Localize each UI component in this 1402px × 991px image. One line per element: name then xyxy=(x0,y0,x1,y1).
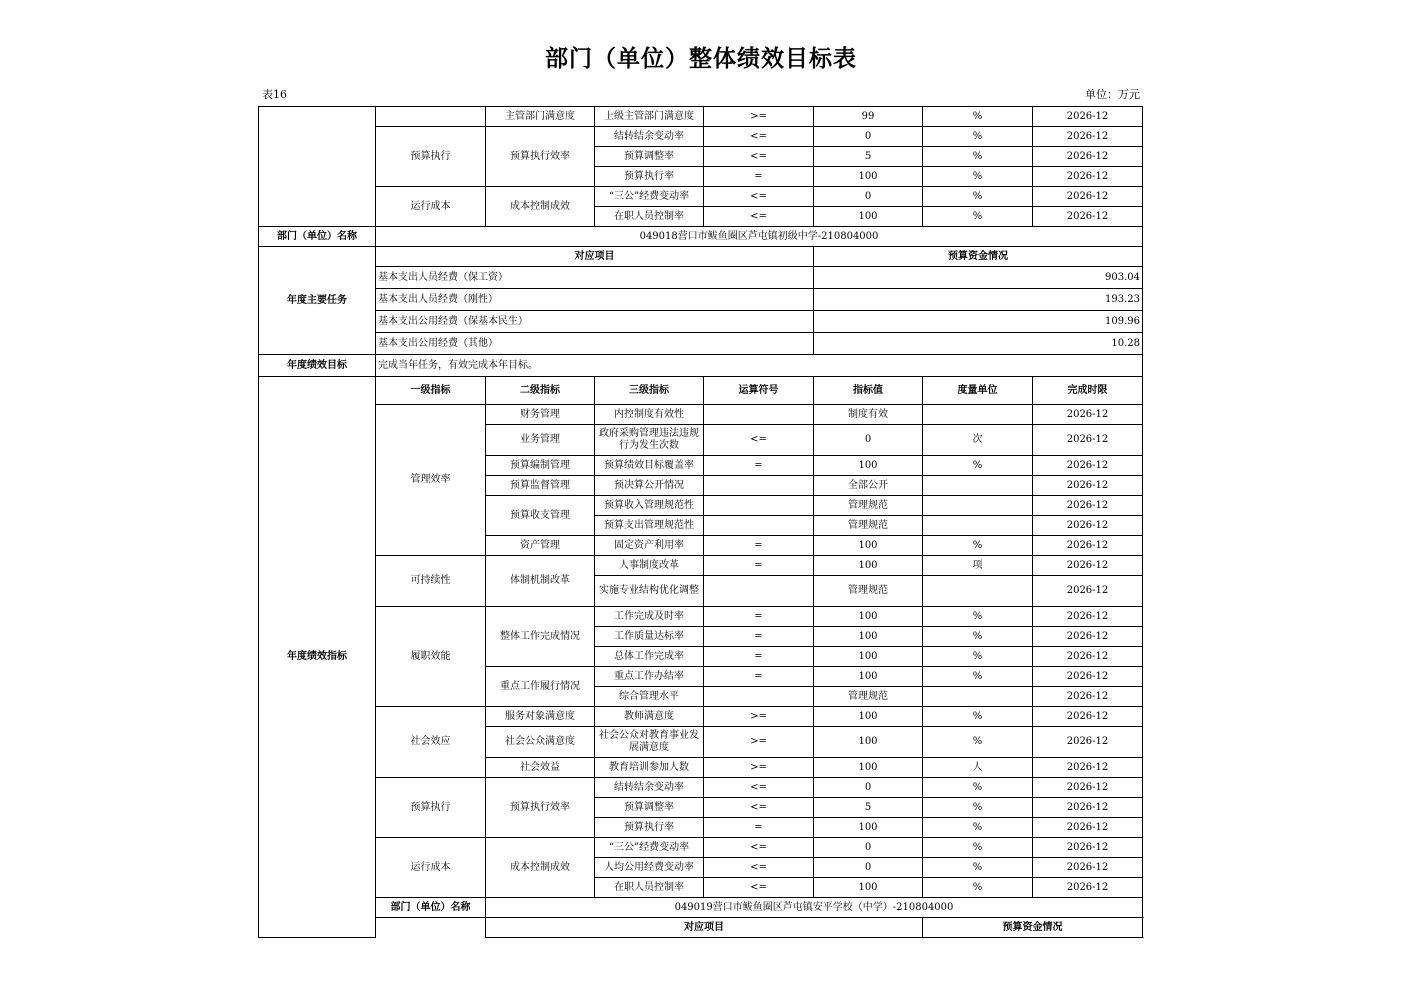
l2-cell: 预算执行效率 xyxy=(486,127,595,187)
l3-cell: 工作完成及时率 xyxy=(595,607,704,627)
unit-cell: % xyxy=(923,667,1033,687)
time-cell: 2026-12 xyxy=(1033,127,1143,147)
unit-cell: % xyxy=(923,858,1033,878)
op-cell xyxy=(704,405,814,425)
dept-label: 部门（单位）名称 xyxy=(259,227,376,247)
l2-cell: 整体工作完成情况 xyxy=(486,607,595,667)
op-cell xyxy=(704,576,814,607)
table-row xyxy=(259,707,1143,727)
value-cell: 0 xyxy=(814,187,923,207)
value-cell: 100 xyxy=(814,536,923,556)
l1-cell: 社会效应 xyxy=(376,707,486,778)
l3-cell: 预决算公开情况 xyxy=(595,476,704,496)
l2-cell: 体制机制改革 xyxy=(486,556,595,607)
op-cell: = xyxy=(704,536,814,556)
time-cell: 2026-12 xyxy=(1033,878,1143,898)
time-cell: 2026-12 xyxy=(1033,798,1143,818)
l3-cell: 在职人员控制率 xyxy=(595,878,704,898)
value-cell: 100 xyxy=(814,667,923,687)
l3-cell: 预算支出管理规范性 xyxy=(595,516,704,536)
l3-cell: 预算执行率 xyxy=(595,167,704,187)
value-cell: 全部公开 xyxy=(814,476,923,496)
dept-name: 049018营口市鲅鱼圈区芦屯镇初级中学-210804000 xyxy=(376,227,1143,247)
l3-cell: 预算绩效目标覆盖率 xyxy=(595,456,704,476)
op-cell: = xyxy=(704,818,814,838)
unit-cell xyxy=(923,476,1033,496)
op-cell: <= xyxy=(704,878,814,898)
goal-label: 年度绩效目标 xyxy=(259,355,376,377)
time-cell: 2026-12 xyxy=(1033,556,1143,576)
unit-cell: 项 xyxy=(923,556,1033,576)
op-cell: <= xyxy=(704,425,814,456)
l2-cell: 预算收支管理 xyxy=(486,496,595,536)
table-row xyxy=(259,898,1143,918)
unit-cell: % xyxy=(923,167,1033,187)
l3-cell: 上级主管部门满意度 xyxy=(595,107,704,127)
table-row xyxy=(259,405,1143,425)
value-cell: 100 xyxy=(814,556,923,576)
op-cell: >= xyxy=(704,758,814,778)
op-cell: <= xyxy=(704,127,814,147)
op-cell xyxy=(704,476,814,496)
task-name: 基本支出人员经费（保工资） xyxy=(376,267,814,289)
time-cell: 2026-12 xyxy=(1033,147,1143,167)
l3-cell: 综合管理水平 xyxy=(595,687,704,707)
continued-cell xyxy=(259,107,376,227)
op-cell: = xyxy=(704,556,814,576)
time-cell: 2026-12 xyxy=(1033,607,1143,627)
value-cell: 100 xyxy=(814,758,923,778)
l3-cell: 预算收入管理规范性 xyxy=(595,496,704,516)
time-cell: 2026-12 xyxy=(1033,687,1143,707)
task-amount: 109.96 xyxy=(814,311,1143,333)
l2-cell: 成本控制成效 xyxy=(486,838,595,898)
unit-cell: % xyxy=(923,187,1033,207)
table-row xyxy=(259,267,1143,289)
unit-cell xyxy=(923,516,1033,536)
l1-cell: 预算执行 xyxy=(376,127,486,187)
l3-cell: 预算调整率 xyxy=(595,147,704,167)
value-cell: 管理规范 xyxy=(814,516,923,536)
unit-label: 单位：万元 xyxy=(1085,88,1140,101)
op-cell: = xyxy=(704,647,814,667)
time-cell: 2026-12 xyxy=(1033,647,1143,667)
table-number: 表16 xyxy=(262,88,287,101)
op-cell: >= xyxy=(704,727,814,758)
l2-cell: 业务管理 xyxy=(486,425,595,456)
time-cell: 2026-12 xyxy=(1033,576,1143,607)
l3-cell: 人均公用经费变动率 xyxy=(595,858,704,878)
project-header: 对应项目 xyxy=(486,918,923,938)
l2-cell: 资产管理 xyxy=(486,536,595,556)
time-cell: 2026-12 xyxy=(1033,107,1143,127)
value-cell: 0 xyxy=(814,838,923,858)
l3-cell: 固定资产利用率 xyxy=(595,536,704,556)
task-name: 基本支出公用经费（保基本民生） xyxy=(376,311,814,333)
op-cell: = xyxy=(704,627,814,647)
time-cell: 2026-12 xyxy=(1033,167,1143,187)
l3-cell: “三公”经费变动率 xyxy=(595,838,704,858)
budget-header: 预算资金情况 xyxy=(923,918,1143,938)
l3-cell: 预算调整率 xyxy=(595,798,704,818)
task-amount: 903.04 xyxy=(814,267,1143,289)
time-cell: 2026-12 xyxy=(1033,627,1143,647)
value-cell: 5 xyxy=(814,798,923,818)
table-row xyxy=(259,333,1143,355)
time-cell: 2026-12 xyxy=(1033,758,1143,778)
header-time: 完成时限 xyxy=(1033,377,1143,405)
value-cell: 100 xyxy=(814,727,923,758)
time-cell: 2026-12 xyxy=(1033,516,1143,536)
table-row xyxy=(259,227,1143,247)
unit-cell: % xyxy=(923,647,1033,667)
header-unit: 度量单位 xyxy=(923,377,1033,405)
unit-cell: % xyxy=(923,838,1033,858)
value-cell: 100 xyxy=(814,167,923,187)
header-l2: 二级指标 xyxy=(486,377,595,405)
table-row xyxy=(259,377,1143,405)
value-cell: 100 xyxy=(814,707,923,727)
budget-header: 预算资金情况 xyxy=(814,247,1143,267)
l3-cell: 人事制度改革 xyxy=(595,556,704,576)
table-row xyxy=(259,556,1143,576)
l3-cell: 总体工作完成率 xyxy=(595,647,704,667)
header-l3: 三级指标 xyxy=(595,377,704,405)
l1-cell: 预算执行 xyxy=(376,778,486,838)
header-op: 运算符号 xyxy=(704,377,814,405)
table-row xyxy=(259,247,1143,267)
time-cell: 2026-12 xyxy=(1033,727,1143,758)
performance-table xyxy=(258,106,1143,938)
unit-cell: % xyxy=(923,727,1033,758)
time-cell: 2026-12 xyxy=(1033,778,1143,798)
op-cell: = xyxy=(704,167,814,187)
unit-cell: % xyxy=(923,607,1033,627)
goal-text: 完成当年任务，有效完成本年目标。 xyxy=(376,355,1143,377)
op-cell: <= xyxy=(704,147,814,167)
l3-cell: 教育培训参加人数 xyxy=(595,758,704,778)
l2-cell: 预算执行效率 xyxy=(486,778,595,838)
table-row xyxy=(259,311,1143,333)
op-cell: = xyxy=(704,667,814,687)
unit-cell: % xyxy=(923,878,1033,898)
unit-cell xyxy=(923,687,1033,707)
op-cell: <= xyxy=(704,838,814,858)
l3-cell: 社会公众对教育事业发展满意度 xyxy=(595,727,704,758)
op-cell xyxy=(704,687,814,707)
dept-name: 049019营口市鲅鱼圈区芦屯镇安平学校（中学）-210804000 xyxy=(486,898,1143,918)
l3-cell: 内控制度有效性 xyxy=(595,405,704,425)
value-cell: 100 xyxy=(814,607,923,627)
continued-cell xyxy=(376,918,486,938)
l3-cell: 实施专业结构优化调整 xyxy=(595,576,704,607)
header-value: 指标值 xyxy=(814,377,923,405)
op-cell: >= xyxy=(704,707,814,727)
table-row xyxy=(259,127,1143,147)
l2-cell: 成本控制成效 xyxy=(486,187,595,227)
unit-cell: % xyxy=(923,207,1033,227)
time-cell: 2026-12 xyxy=(1033,456,1143,476)
l1-cell: 运行成本 xyxy=(376,187,486,227)
unit-cell: % xyxy=(923,818,1033,838)
value-cell: 管理规范 xyxy=(814,576,923,607)
table-row xyxy=(259,778,1143,798)
time-cell: 2026-12 xyxy=(1033,667,1143,687)
l2-cell: 预算监督管理 xyxy=(486,476,595,496)
table-row xyxy=(259,838,1143,858)
time-cell: 2026-12 xyxy=(1033,207,1143,227)
task-name: 基本支出公用经费（其他） xyxy=(376,333,814,355)
l3-cell: 重点工作办结率 xyxy=(595,667,704,687)
table-row xyxy=(259,355,1143,377)
l2-cell: 服务对象满意度 xyxy=(486,707,595,727)
unit-cell: 人 xyxy=(923,758,1033,778)
l3-cell: 结转结余变动率 xyxy=(595,127,704,147)
unit-cell xyxy=(923,496,1033,516)
l2-cell: 重点工作履行情况 xyxy=(486,667,595,707)
value-cell: 0 xyxy=(814,425,923,456)
value-cell: 0 xyxy=(814,778,923,798)
unit-cell: % xyxy=(923,147,1033,167)
value-cell: 99 xyxy=(814,107,923,127)
l1-cell: 履职效能 xyxy=(376,607,486,707)
time-cell: 2026-12 xyxy=(1033,858,1143,878)
unit-cell xyxy=(923,405,1033,425)
time-cell: 2026-12 xyxy=(1033,707,1143,727)
time-cell: 2026-12 xyxy=(1033,476,1143,496)
op-cell: <= xyxy=(704,778,814,798)
unit-cell: % xyxy=(923,627,1033,647)
l2-cell: 预算编制管理 xyxy=(486,456,595,476)
task-amount: 10.28 xyxy=(814,333,1143,355)
value-cell: 100 xyxy=(814,647,923,667)
dept-label: 部门（单位）名称 xyxy=(376,898,486,918)
unit-cell: % xyxy=(923,798,1033,818)
op-cell: = xyxy=(704,456,814,476)
time-cell: 2026-12 xyxy=(1033,818,1143,838)
value-cell: 100 xyxy=(814,818,923,838)
task-amount: 193.23 xyxy=(814,289,1143,311)
table-row xyxy=(259,107,1143,127)
op-cell xyxy=(704,516,814,536)
l3-cell: 工作质量达标率 xyxy=(595,627,704,647)
unit-cell: % xyxy=(923,127,1033,147)
unit-cell: % xyxy=(923,778,1033,798)
table-row xyxy=(259,918,1143,938)
l3-cell: 教师满意度 xyxy=(595,707,704,727)
op-cell: = xyxy=(704,607,814,627)
value-cell: 100 xyxy=(814,456,923,476)
op-cell: <= xyxy=(704,187,814,207)
indicators-label: 年度绩效指标 xyxy=(259,377,376,938)
header-l1: 一级指标 xyxy=(376,377,486,405)
op-cell: >= xyxy=(704,107,814,127)
table-row xyxy=(259,607,1143,627)
l3-cell: 预算执行率 xyxy=(595,818,704,838)
l2-cell: 主管部门满意度 xyxy=(486,107,595,127)
unit-cell xyxy=(923,576,1033,607)
unit-cell: % xyxy=(923,456,1033,476)
op-cell: <= xyxy=(704,798,814,818)
unit-cell: % xyxy=(923,707,1033,727)
value-cell: 0 xyxy=(814,127,923,147)
tasks-label: 年度主要任务 xyxy=(259,247,376,355)
value-cell: 制度有效 xyxy=(814,405,923,425)
task-name: 基本支出人员经费（刚性） xyxy=(376,289,814,311)
l3-cell: 在职人员控制率 xyxy=(595,207,704,227)
time-cell: 2026-12 xyxy=(1033,496,1143,516)
table-row xyxy=(259,187,1143,207)
l3-cell: 结转结余变动率 xyxy=(595,778,704,798)
l2-cell: 财务管理 xyxy=(486,405,595,425)
time-cell: 2026-12 xyxy=(1033,425,1143,456)
l1-cell: 运行成本 xyxy=(376,838,486,898)
project-header: 对应项目 xyxy=(376,247,814,267)
value-cell: 5 xyxy=(814,147,923,167)
value-cell: 100 xyxy=(814,878,923,898)
time-cell: 2026-12 xyxy=(1033,838,1143,858)
value-cell: 100 xyxy=(814,207,923,227)
l1-cell xyxy=(376,107,486,127)
time-cell: 2026-12 xyxy=(1033,536,1143,556)
unit-cell: 次 xyxy=(923,425,1033,456)
value-cell: 管理规范 xyxy=(814,687,923,707)
op-cell: <= xyxy=(704,858,814,878)
op-cell: <= xyxy=(704,207,814,227)
time-cell: 2026-12 xyxy=(1033,405,1143,425)
op-cell xyxy=(704,496,814,516)
l3-cell: 政府采购管理违法违规行为发生次数 xyxy=(595,425,704,456)
l2-cell: 社会效益 xyxy=(486,758,595,778)
l1-cell: 管理效率 xyxy=(376,405,486,556)
unit-cell: % xyxy=(923,107,1033,127)
value-cell: 0 xyxy=(814,858,923,878)
unit-cell: % xyxy=(923,536,1033,556)
value-cell: 管理规范 xyxy=(814,496,923,516)
l1-cell: 可持续性 xyxy=(376,556,486,607)
page-title: 部门（单位）整体绩效目标表 xyxy=(545,46,857,72)
l2-cell: 社会公众满意度 xyxy=(486,727,595,758)
table-row xyxy=(259,289,1143,311)
time-cell: 2026-12 xyxy=(1033,187,1143,207)
l3-cell: “三公”经费变动率 xyxy=(595,187,704,207)
value-cell: 100 xyxy=(814,627,923,647)
